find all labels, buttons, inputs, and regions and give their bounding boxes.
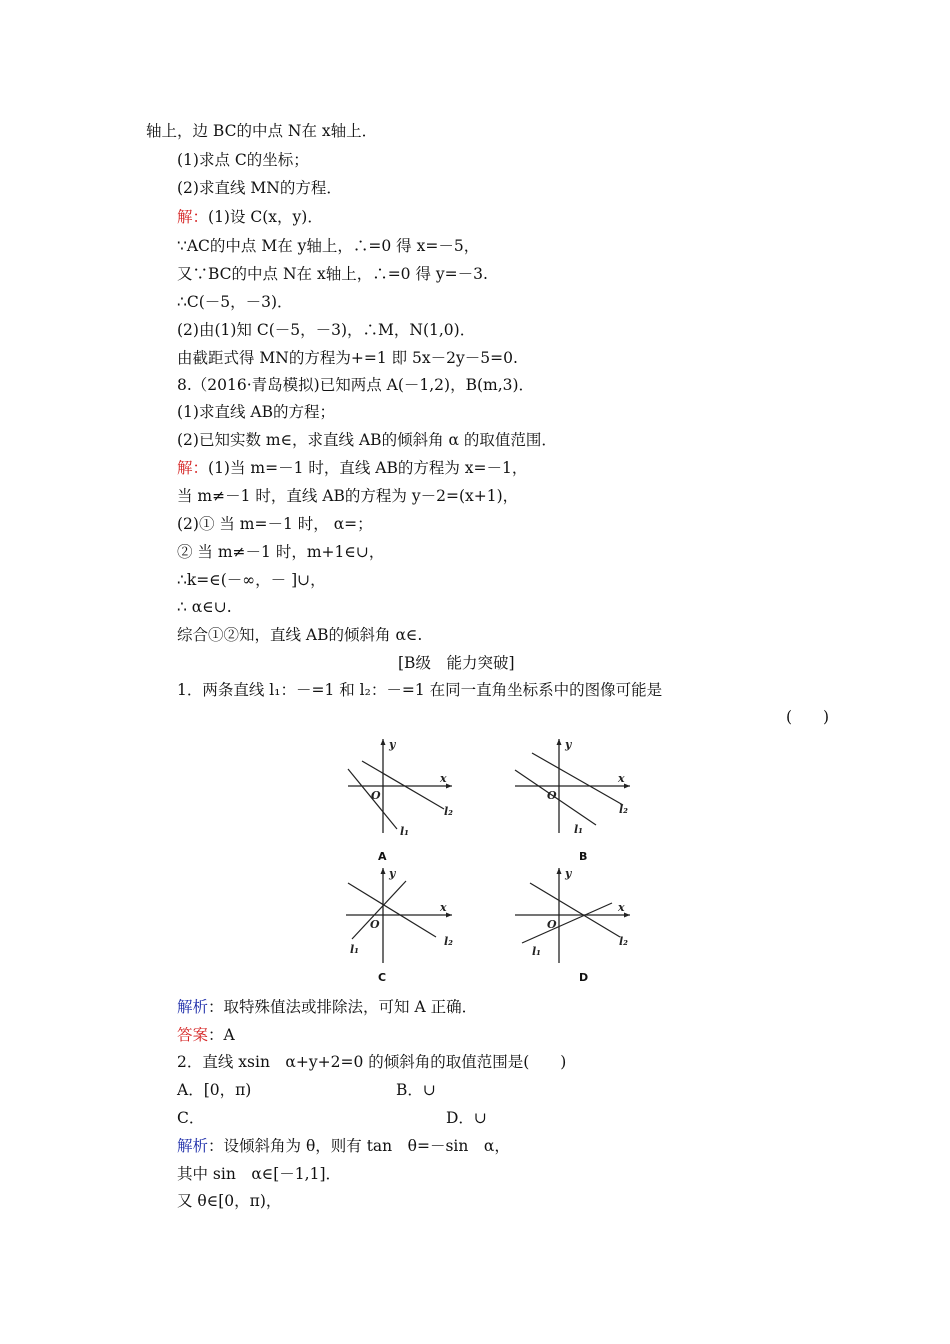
origin-label: O	[547, 789, 557, 802]
text-line	[177, 1136, 510, 1156]
text-line: ∴k=∈(－∞，－ ]∪，	[177, 571, 326, 589]
x-label: x	[440, 901, 447, 914]
x-label: x	[618, 901, 625, 914]
question-1: 1．两条直线 l₁：－=1 和 l₂：－=1 在同一直角坐标系中的图像可能是	[177, 681, 663, 699]
l1-label: l₁	[532, 945, 541, 958]
option-b: B．∪	[396, 1081, 436, 1099]
l1-label: l₁	[574, 823, 583, 836]
analysis-label: 解析	[177, 998, 209, 1016]
text-line: 又 θ∈[0，π)，	[177, 1192, 282, 1210]
answer-bracket: ( )	[786, 708, 830, 726]
option-a: A．[0，π)	[177, 1081, 252, 1099]
text-line: (2)由(1)知 C(－5，－3)，∴M，N(1,0)．	[177, 321, 476, 339]
text-line	[177, 997, 477, 1017]
y-label: y	[565, 867, 572, 880]
option-d: D．∪	[446, 1109, 487, 1127]
solution-label: 解：	[177, 208, 209, 226]
origin-label: O	[370, 918, 380, 931]
text-line: ∴ α∈∪.	[177, 598, 232, 616]
l2-label: l₂	[444, 805, 453, 818]
l1-label: l₁	[400, 825, 409, 838]
text-line: (2)已知实数 m∈，求直线 AB的倾斜角 α 的取值范围．	[177, 431, 557, 449]
line-l1	[522, 903, 612, 943]
y-label: y	[389, 738, 396, 751]
origin-label: O	[371, 789, 381, 802]
figure-c	[340, 863, 460, 968]
text-line: (1)求直线 AB的方程；	[177, 403, 335, 421]
caption-d: D	[579, 971, 589, 984]
text-content: ：取特殊值法或排除法，可知 A 正确．	[208, 998, 478, 1016]
text-line	[177, 458, 527, 478]
text-line: ② 当 m≠－1 时，m+1∈∪，	[177, 543, 385, 561]
line-l2	[532, 753, 623, 805]
solution-label: 解：	[177, 459, 209, 477]
y-label: y	[565, 738, 572, 751]
caption-b: B	[579, 850, 588, 863]
option-c: C．	[177, 1109, 205, 1127]
figure-d	[510, 863, 635, 968]
l1-label: l₁	[350, 943, 359, 956]
text-content: (1)设 C(x，y)．	[208, 208, 323, 226]
section-heading: [B级 能力突破]	[398, 654, 515, 672]
text-line: (2)求直线 MN的方程．	[177, 179, 342, 197]
text-line: (2)① 当 m=－1 时， α=；	[177, 515, 373, 533]
analysis-label: 解析	[177, 1137, 209, 1155]
text-content: ：设倾斜角为 θ，则有 tan θ=－sin α，	[208, 1137, 510, 1155]
text-line: 当 m≠－1 时，直线 AB的方程为 y－2=(x+1)，	[177, 487, 519, 505]
text-line: 由截距式得 MN的方程为+=1 即 5x－2y－5=0.	[177, 349, 518, 367]
text-line: 其中 sin α∈[－1,1]．	[177, 1165, 342, 1183]
text-line: 8.（2016·青岛模拟)已知两点 A(－1,2)，B(m,3)．	[177, 376, 535, 394]
l2-label: l₂	[444, 935, 453, 948]
answer-label: 答案	[177, 1026, 209, 1044]
text-line: ∵AC的中点 M在 y轴上，∴=0 得 x=－5，	[177, 237, 480, 255]
x-label: x	[618, 772, 625, 785]
question-2: 2．直线 xsin α+y+2=0 的倾斜角的取值范围是( )	[177, 1053, 567, 1071]
text-line: (1)求点 C的坐标；	[177, 151, 309, 169]
text-line	[177, 207, 323, 227]
text-line: 又∵BC的中点 N在 x轴上，∴=0 得 y=－3.	[177, 265, 488, 283]
figure-a	[340, 733, 460, 843]
text-line: ∴C(－5，－3)．	[177, 293, 293, 311]
line-l2	[530, 883, 620, 937]
l2-label: l₂	[619, 935, 628, 948]
caption-a: A	[378, 850, 387, 863]
figure-b	[510, 733, 635, 843]
text-line	[177, 1025, 235, 1045]
text-content: ：A	[208, 1026, 235, 1044]
text-content: (1)当 m=－1 时，直线 AB的方程为 x=－1，	[208, 459, 528, 477]
text-line: 轴上，边 BC的中点 N在 x轴上．	[146, 122, 378, 140]
text-line: 综合①②知，直线 AB的倾斜角 α∈.	[177, 626, 423, 644]
x-label: x	[440, 772, 447, 785]
caption-c: C	[378, 971, 387, 984]
l2-label: l₂	[619, 803, 628, 816]
y-label: y	[389, 867, 396, 880]
origin-label: O	[547, 918, 557, 931]
